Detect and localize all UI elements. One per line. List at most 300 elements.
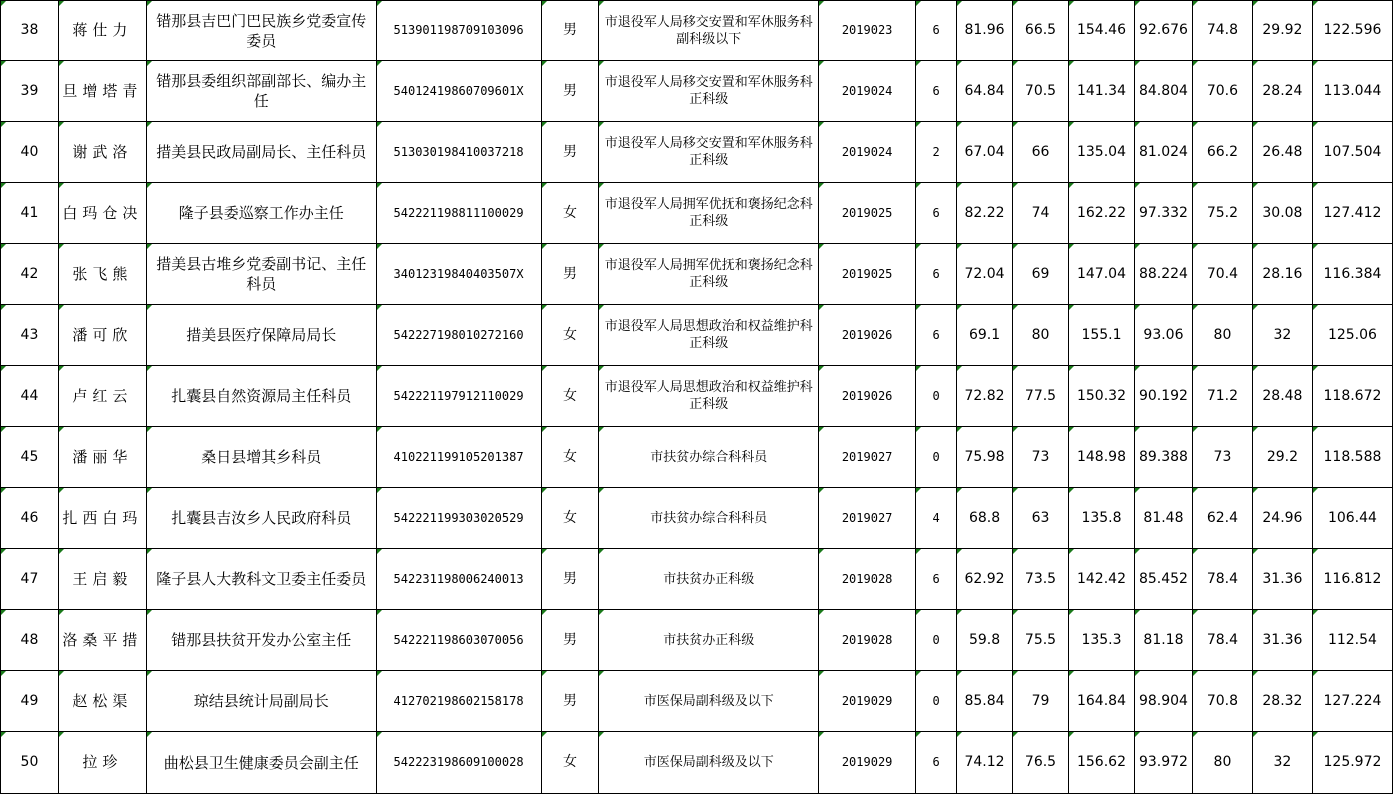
cell-corner-marker <box>1193 183 1198 188</box>
cell-corner-marker <box>542 1 547 6</box>
cell-corner-marker <box>59 671 64 676</box>
cell-corner-marker <box>1 1 6 6</box>
cell-corner-marker <box>542 122 547 127</box>
position-code-cell: 2019024 <box>819 61 916 122</box>
cell-corner-marker <box>377 549 382 554</box>
cell-corner-marker <box>1193 671 1198 676</box>
cell-corner-marker <box>957 1 962 6</box>
cell-corner-marker <box>957 366 962 371</box>
written-sum-cell: 162.22 <box>1069 183 1135 244</box>
unit-cell: 扎囊县吉汝乡人民政府科员 <box>146 488 376 549</box>
total-score-cell: 116.384 <box>1312 244 1392 305</box>
interview-score-cell: 74.8 <box>1192 1 1252 61</box>
cell-corner-marker <box>1069 244 1074 249</box>
weighted-interview-cell: 26.48 <box>1252 122 1312 183</box>
cell-corner-marker <box>819 183 824 188</box>
cell-corner-marker <box>1193 1 1198 6</box>
row-number-cell: 43 <box>1 305 59 366</box>
cell-corner-marker <box>1135 244 1140 249</box>
position-code-cell: 2019026 <box>819 366 916 427</box>
cell-corner-marker <box>1135 610 1140 615</box>
cell-corner-marker <box>1 305 6 310</box>
position-code-cell: 2019027 <box>819 427 916 488</box>
cell-corner-marker <box>599 305 604 310</box>
cell-corner-marker <box>1313 366 1318 371</box>
table-row <box>1 61 1393 122</box>
written-score-2-cell: 76.5 <box>1013 732 1069 794</box>
cell-corner-marker <box>1013 1 1018 6</box>
interview-score-cell: 75.2 <box>1192 183 1252 244</box>
cell-corner-marker <box>147 122 152 127</box>
total-score-cell: 107.504 <box>1312 122 1392 183</box>
interview-score-cell: 66.2 <box>1192 122 1252 183</box>
unit-cell: 扎囊县自然资源局主任科员 <box>146 366 376 427</box>
cell-corner-marker <box>1253 549 1258 554</box>
position-cell: 市扶贫办正科级 <box>599 610 819 671</box>
cell-corner-marker <box>819 305 824 310</box>
cell-corner-marker <box>59 305 64 310</box>
table-row <box>1 732 1393 794</box>
cell-corner-marker <box>957 488 962 493</box>
gender-cell: 男 <box>541 1 599 61</box>
unit-cell: 琼结县统计局副局长 <box>146 671 376 732</box>
bonus-score-cell: 2 <box>916 122 957 183</box>
cell-corner-marker <box>1013 61 1018 66</box>
written-score-1-cell: 72.04 <box>957 244 1013 305</box>
cell-corner-marker <box>916 671 921 676</box>
cell-corner-marker <box>957 671 962 676</box>
cell-corner-marker <box>599 549 604 554</box>
cell-corner-marker <box>1253 305 1258 310</box>
cell-corner-marker <box>1313 610 1318 615</box>
written-score-1-cell: 64.84 <box>957 61 1013 122</box>
cell-corner-marker <box>1313 244 1318 249</box>
cell-corner-marker <box>957 183 962 188</box>
unit-cell: 曲松县卫生健康委员会副主任 <box>146 732 376 794</box>
gender-cell: 男 <box>541 671 599 732</box>
interview-score-cell: 70.4 <box>1192 244 1252 305</box>
cell-corner-marker <box>1313 183 1318 188</box>
cell-corner-marker <box>1013 427 1018 432</box>
weighted-interview-cell: 32 <box>1252 732 1312 794</box>
cell-corner-marker <box>147 488 152 493</box>
row-number-cell: 44 <box>1 366 59 427</box>
cell-corner-marker <box>599 610 604 615</box>
cell-corner-marker <box>147 305 152 310</box>
table-row <box>1 1 1393 61</box>
cell-corner-marker <box>957 305 962 310</box>
weighted-written-cell: 81.18 <box>1134 610 1192 671</box>
cell-corner-marker <box>377 610 382 615</box>
table-row <box>1 488 1393 549</box>
interview-score-cell: 78.4 <box>1192 549 1252 610</box>
cell-corner-marker <box>599 244 604 249</box>
row-number-cell: 41 <box>1 183 59 244</box>
cell-corner-marker <box>542 244 547 249</box>
cell-corner-marker <box>1069 305 1074 310</box>
cell-corner-marker <box>1135 732 1140 737</box>
cell-corner-marker <box>599 427 604 432</box>
cell-corner-marker <box>59 61 64 66</box>
cell-corner-marker <box>1135 549 1140 554</box>
cell-corner-marker <box>1313 122 1318 127</box>
interview-score-cell: 80 <box>1192 732 1252 794</box>
cell-corner-marker <box>1069 61 1074 66</box>
cell-corner-marker <box>542 61 547 66</box>
cell-corner-marker <box>1135 61 1140 66</box>
cell-corner-marker <box>1193 427 1198 432</box>
weighted-written-cell: 90.192 <box>1134 366 1192 427</box>
cell-corner-marker <box>1135 183 1140 188</box>
bonus-score-cell: 0 <box>916 366 957 427</box>
cell-corner-marker <box>599 732 604 737</box>
weighted-written-cell: 85.452 <box>1134 549 1192 610</box>
cell-corner-marker <box>1313 1 1318 6</box>
cell-corner-marker <box>916 610 921 615</box>
written-score-1-cell: 59.8 <box>957 610 1013 671</box>
table-row <box>1 244 1393 305</box>
gender-cell: 女 <box>541 427 599 488</box>
cell-corner-marker <box>957 732 962 737</box>
cell-corner-marker <box>59 610 64 615</box>
cell-corner-marker <box>1 61 6 66</box>
cell-corner-marker <box>1253 732 1258 737</box>
cell-corner-marker <box>1013 305 1018 310</box>
gender-cell: 女 <box>541 732 599 794</box>
gender-cell: 女 <box>541 183 599 244</box>
name-cell: 旦增塔青 <box>58 61 146 122</box>
cell-corner-marker <box>819 427 824 432</box>
cell-corner-marker <box>1193 732 1198 737</box>
id-number-cell: 542221198603070056 <box>376 610 541 671</box>
position-cell: 市医保局副科级及以下 <box>599 671 819 732</box>
cell-corner-marker <box>916 488 921 493</box>
weighted-interview-cell: 28.48 <box>1252 366 1312 427</box>
weighted-interview-cell: 31.36 <box>1252 549 1312 610</box>
weighted-interview-cell: 29.2 <box>1252 427 1312 488</box>
written-sum-cell: 141.34 <box>1069 61 1135 122</box>
cell-corner-marker <box>599 366 604 371</box>
written-sum-cell: 154.46 <box>1069 1 1135 61</box>
total-score-cell: 125.972 <box>1312 732 1392 794</box>
interview-score-cell: 73 <box>1192 427 1252 488</box>
name-cell: 潘可欣 <box>58 305 146 366</box>
id-number-cell: 542221197912110029 <box>376 366 541 427</box>
bonus-score-cell: 6 <box>916 244 957 305</box>
cell-corner-marker <box>1253 183 1258 188</box>
weighted-written-cell: 89.388 <box>1134 427 1192 488</box>
cell-corner-marker <box>819 671 824 676</box>
cell-corner-marker <box>819 366 824 371</box>
position-code-cell: 2019023 <box>819 1 916 61</box>
cell-corner-marker <box>1013 488 1018 493</box>
cell-corner-marker <box>59 488 64 493</box>
cell-corner-marker <box>916 1 921 6</box>
written-sum-cell: 155.1 <box>1069 305 1135 366</box>
written-sum-cell: 156.62 <box>1069 732 1135 794</box>
cell-corner-marker <box>916 61 921 66</box>
written-score-1-cell: 81.96 <box>957 1 1013 61</box>
id-number-cell: 410221199105201387 <box>376 427 541 488</box>
weighted-interview-cell: 28.32 <box>1252 671 1312 732</box>
written-score-2-cell: 77.5 <box>1013 366 1069 427</box>
row-number-cell: 39 <box>1 61 59 122</box>
interview-score-cell: 70.8 <box>1192 671 1252 732</box>
cell-corner-marker <box>377 305 382 310</box>
cell-corner-marker <box>542 610 547 615</box>
id-number-cell: 542231198006240013 <box>376 549 541 610</box>
row-number-cell: 47 <box>1 549 59 610</box>
cell-corner-marker <box>1313 732 1318 737</box>
table-row <box>1 122 1393 183</box>
cell-corner-marker <box>542 732 547 737</box>
unit-cell: 错那县扶贫开发办公室主任 <box>146 610 376 671</box>
written-sum-cell: 164.84 <box>1069 671 1135 732</box>
cell-corner-marker <box>1069 732 1074 737</box>
position-cell: 市扶贫办正科级 <box>599 549 819 610</box>
cell-corner-marker <box>147 1 152 6</box>
cell-corner-marker <box>59 183 64 188</box>
total-score-cell: 127.224 <box>1312 671 1392 732</box>
cell-corner-marker <box>1193 122 1198 127</box>
row-number-cell: 40 <box>1 122 59 183</box>
bonus-score-cell: 6 <box>916 183 957 244</box>
cell-corner-marker <box>147 610 152 615</box>
table-row <box>1 671 1393 732</box>
unit-cell: 隆子县人大教科文卫委主任委员 <box>146 549 376 610</box>
id-number-cell: 542221199303020529 <box>376 488 541 549</box>
interview-score-cell: 78.4 <box>1192 610 1252 671</box>
cell-corner-marker <box>819 549 824 554</box>
cell-corner-marker <box>377 122 382 127</box>
cell-corner-marker <box>147 366 152 371</box>
written-score-2-cell: 66 <box>1013 122 1069 183</box>
cell-corner-marker <box>1253 610 1258 615</box>
table-row <box>1 610 1393 671</box>
position-code-cell: 2019029 <box>819 671 916 732</box>
cell-corner-marker <box>377 61 382 66</box>
cell-corner-marker <box>1253 122 1258 127</box>
cell-corner-marker <box>1069 671 1074 676</box>
id-number-cell: 412702198602158178 <box>376 671 541 732</box>
total-score-cell: 106.44 <box>1312 488 1392 549</box>
bonus-score-cell: 6 <box>916 305 957 366</box>
cell-corner-marker <box>1069 488 1074 493</box>
written-sum-cell: 142.42 <box>1069 549 1135 610</box>
gender-cell: 女 <box>541 305 599 366</box>
cell-corner-marker <box>377 427 382 432</box>
cell-corner-marker <box>377 488 382 493</box>
cell-corner-marker <box>916 183 921 188</box>
cell-corner-marker <box>147 671 152 676</box>
written-score-1-cell: 74.12 <box>957 732 1013 794</box>
cell-corner-marker <box>377 366 382 371</box>
cell-corner-marker <box>1193 244 1198 249</box>
cell-corner-marker <box>59 366 64 371</box>
unit-cell: 隆子县委巡察工作办主任 <box>146 183 376 244</box>
written-score-2-cell: 63 <box>1013 488 1069 549</box>
position-cell: 市退役军人局拥军优抚和褒扬纪念科正科级 <box>599 244 819 305</box>
cell-corner-marker <box>1135 366 1140 371</box>
cell-corner-marker <box>1 122 6 127</box>
interview-score-cell: 80 <box>1192 305 1252 366</box>
cell-corner-marker <box>59 244 64 249</box>
weighted-interview-cell: 28.24 <box>1252 61 1312 122</box>
interview-score-cell: 70.6 <box>1192 61 1252 122</box>
cell-corner-marker <box>1193 549 1198 554</box>
cell-corner-marker <box>957 549 962 554</box>
cell-corner-marker <box>1253 61 1258 66</box>
cell-corner-marker <box>1313 427 1318 432</box>
written-score-1-cell: 62.92 <box>957 549 1013 610</box>
cell-corner-marker <box>1 549 6 554</box>
bonus-score-cell: 4 <box>916 488 957 549</box>
interview-score-cell: 71.2 <box>1192 366 1252 427</box>
id-number-cell: 34012319840403507X <box>376 244 541 305</box>
id-number-cell: 542227198010272160 <box>376 305 541 366</box>
gender-cell: 男 <box>541 549 599 610</box>
bonus-score-cell: 0 <box>916 671 957 732</box>
unit-cell: 措美县医疗保障局局长 <box>146 305 376 366</box>
written-score-1-cell: 69.1 <box>957 305 1013 366</box>
cell-corner-marker <box>1313 61 1318 66</box>
cell-corner-marker <box>819 244 824 249</box>
cell-corner-marker <box>1313 671 1318 676</box>
table-row <box>1 366 1393 427</box>
weighted-written-cell: 93.972 <box>1134 732 1192 794</box>
cell-corner-marker <box>542 183 547 188</box>
position-cell: 市退役军人局移交安置和军休服务科正科级 <box>599 61 819 122</box>
cell-corner-marker <box>147 549 152 554</box>
written-score-2-cell: 74 <box>1013 183 1069 244</box>
cell-corner-marker <box>957 427 962 432</box>
cell-corner-marker <box>1135 1 1140 6</box>
total-score-cell: 125.06 <box>1312 305 1392 366</box>
written-sum-cell: 135.3 <box>1069 610 1135 671</box>
cell-corner-marker <box>1013 183 1018 188</box>
total-score-cell: 118.588 <box>1312 427 1392 488</box>
bonus-score-cell: 6 <box>916 732 957 794</box>
cell-corner-marker <box>957 610 962 615</box>
weighted-written-cell: 81.024 <box>1134 122 1192 183</box>
cell-corner-marker <box>916 366 921 371</box>
cell-corner-marker <box>1 183 6 188</box>
cell-corner-marker <box>1135 671 1140 676</box>
name-cell: 卢红云 <box>58 366 146 427</box>
gender-cell: 男 <box>541 610 599 671</box>
row-number-cell: 49 <box>1 671 59 732</box>
gender-cell: 男 <box>541 122 599 183</box>
written-sum-cell: 135.04 <box>1069 122 1135 183</box>
written-sum-cell: 147.04 <box>1069 244 1135 305</box>
cell-corner-marker <box>1313 488 1318 493</box>
position-code-cell: 2019029 <box>819 732 916 794</box>
row-number-cell: 48 <box>1 610 59 671</box>
gender-cell: 男 <box>541 244 599 305</box>
cell-corner-marker <box>1135 305 1140 310</box>
cell-corner-marker <box>1013 549 1018 554</box>
cell-corner-marker <box>1 671 6 676</box>
cell-corner-marker <box>1013 732 1018 737</box>
written-score-1-cell: 67.04 <box>957 122 1013 183</box>
name-cell: 白玛仓决 <box>58 183 146 244</box>
cell-corner-marker <box>1069 610 1074 615</box>
cell-corner-marker <box>599 671 604 676</box>
position-code-cell: 2019025 <box>819 244 916 305</box>
id-number-cell: 513901198709103096 <box>376 1 541 61</box>
weighted-written-cell: 84.804 <box>1134 61 1192 122</box>
cell-corner-marker <box>147 732 152 737</box>
written-score-1-cell: 68.8 <box>957 488 1013 549</box>
cell-corner-marker <box>599 1 604 6</box>
written-score-2-cell: 66.5 <box>1013 1 1069 61</box>
written-score-2-cell: 70.5 <box>1013 61 1069 122</box>
cell-corner-marker <box>1013 610 1018 615</box>
cell-corner-marker <box>957 244 962 249</box>
cell-corner-marker <box>1069 122 1074 127</box>
cell-corner-marker <box>377 244 382 249</box>
gender-cell: 女 <box>541 488 599 549</box>
cell-corner-marker <box>377 1 382 6</box>
weighted-written-cell: 88.224 <box>1134 244 1192 305</box>
written-score-1-cell: 82.22 <box>957 183 1013 244</box>
total-score-cell: 113.044 <box>1312 61 1392 122</box>
bonus-score-cell: 6 <box>916 61 957 122</box>
interview-score-cell: 62.4 <box>1192 488 1252 549</box>
unit-cell: 错那县吉巴门巴民族乡党委宣传委员 <box>146 1 376 61</box>
written-score-2-cell: 79 <box>1013 671 1069 732</box>
cell-corner-marker <box>1193 305 1198 310</box>
position-cell: 市退役军人局思想政治和权益维护科正科级 <box>599 366 819 427</box>
cell-corner-marker <box>542 549 547 554</box>
cell-corner-marker <box>1013 366 1018 371</box>
row-number-cell: 42 <box>1 244 59 305</box>
table-row <box>1 549 1393 610</box>
cell-corner-marker <box>1193 610 1198 615</box>
cell-corner-marker <box>819 488 824 493</box>
name-cell: 洛桑平措 <box>58 610 146 671</box>
name-cell: 潘丽华 <box>58 427 146 488</box>
cell-corner-marker <box>1253 244 1258 249</box>
cell-corner-marker <box>377 671 382 676</box>
bonus-score-cell: 6 <box>916 549 957 610</box>
cell-corner-marker <box>542 305 547 310</box>
name-cell: 扎西白玛 <box>58 488 146 549</box>
cell-corner-marker <box>1 610 6 615</box>
written-sum-cell: 135.8 <box>1069 488 1135 549</box>
position-code-cell: 2019028 <box>819 610 916 671</box>
cell-corner-marker <box>147 427 152 432</box>
written-score-2-cell: 80 <box>1013 305 1069 366</box>
weighted-interview-cell: 29.92 <box>1252 1 1312 61</box>
cell-corner-marker <box>1193 366 1198 371</box>
position-cell: 市扶贫办综合科科员 <box>599 427 819 488</box>
cell-corner-marker <box>599 122 604 127</box>
cell-corner-marker <box>59 732 64 737</box>
position-cell: 市扶贫办综合科科员 <box>599 488 819 549</box>
cell-corner-marker <box>1 366 6 371</box>
position-code-cell: 2019025 <box>819 183 916 244</box>
cell-corner-marker <box>819 732 824 737</box>
weighted-interview-cell: 24.96 <box>1252 488 1312 549</box>
unit-cell: 措美县古堆乡党委副书记、主任科员 <box>146 244 376 305</box>
cell-corner-marker <box>1135 427 1140 432</box>
weighted-interview-cell: 32 <box>1252 305 1312 366</box>
written-score-2-cell: 75.5 <box>1013 610 1069 671</box>
weighted-written-cell: 93.06 <box>1134 305 1192 366</box>
position-cell: 市退役军人局拥军优抚和褒扬纪念科正科级 <box>599 183 819 244</box>
cell-corner-marker <box>59 122 64 127</box>
